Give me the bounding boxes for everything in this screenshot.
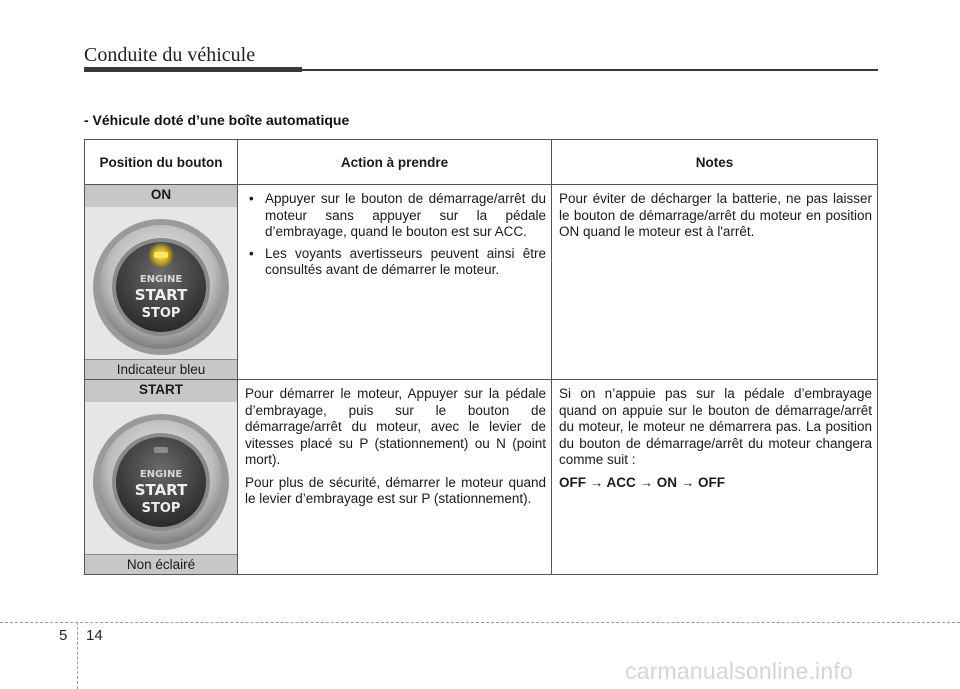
page-number: 14: [86, 627, 103, 644]
header-action: Action à prendre: [238, 140, 552, 185]
header-notes: Notes: [552, 140, 878, 185]
footer-dashed-rule: [0, 622, 960, 623]
button-text-stop: STOP: [141, 501, 181, 516]
position-label-start: START: [85, 380, 237, 402]
header-position: Position du bouton: [85, 140, 238, 185]
button-text-stop: STOP: [141, 306, 181, 321]
button-text-start: START: [134, 481, 188, 499]
watermark: carmanualsonline.info: [625, 658, 853, 684]
position-cell-start: [85, 380, 238, 575]
engine-start-button-lit-image: [85, 207, 237, 359]
table-row-on: [85, 185, 878, 380]
notes-text: Pour éviter de décharger la batterie, ne pas laisser le bouton de démarrage/arrêt du moteur en position ON quand le moteur est à l'arrêt.: [559, 191, 872, 239]
position-sequence: OFF → ACC → ON → OFF: [559, 474, 725, 490]
header-rule-thick: [84, 67, 302, 72]
table-header-row: [85, 140, 878, 185]
action-bullet: • Les voyants avertisseurs peuvent ainsi être consultés avant de démarrer le moteur.: [245, 246, 546, 279]
footer-dashed-divider: [77, 622, 78, 689]
button-text-engine: ENGINE: [139, 469, 183, 480]
position-caption-on: Indicateur bleu: [85, 359, 237, 379]
chapter-number: 5: [59, 627, 68, 644]
notes-cell-on: [552, 185, 878, 380]
table-row-start: [85, 380, 878, 575]
notes-cell-start: [552, 380, 878, 575]
action-cell-on: [238, 185, 552, 380]
action-paragraph: Pour démarrer le moteur, Appuyer sur la pédale d’embrayage, puis sur le bouton de démarrage/arrêt du moteur, avec le levier de vitesses placé su P (stationnement) ou N (point mort).: [245, 386, 546, 467]
action-paragraph: Pour plus de sécurité, démarrer le moteur quand le levier d’embrayage est sur P (stationnement).: [245, 474, 546, 506]
engine-start-button-unlit-image: [85, 402, 237, 554]
start-button-table: [84, 139, 878, 575]
indicator-light-unlit: [154, 447, 168, 453]
header-rule-thin: [302, 69, 878, 71]
page-header-title: Conduite du véhicule: [84, 44, 256, 66]
button-text-start: START: [134, 286, 188, 304]
action-cell-start: [238, 380, 552, 575]
button-text-engine: ENGINE: [139, 274, 183, 285]
position-label-on: ON: [85, 185, 237, 207]
position-caption-start: Non éclairé: [85, 554, 237, 574]
section-title: - Véhicule doté d’une boîte automatique: [84, 112, 350, 128]
action-bullet: • Appuyer sur le bouton de démarrage/arrêt du moteur sans appuyer sur la pédale d’embrayage, quand le bouton est sur ACC.: [245, 191, 546, 241]
position-cell-on: [85, 185, 238, 380]
notes-text: Si on n’appuie pas sur la pédale d’embrayage quand on appuie sur le bouton de démarrage/arrêt du moteur, le moteur ne démarrera pas. La position du bouton de démarrage/arrêt du moteur changera comme suit :: [559, 386, 872, 467]
